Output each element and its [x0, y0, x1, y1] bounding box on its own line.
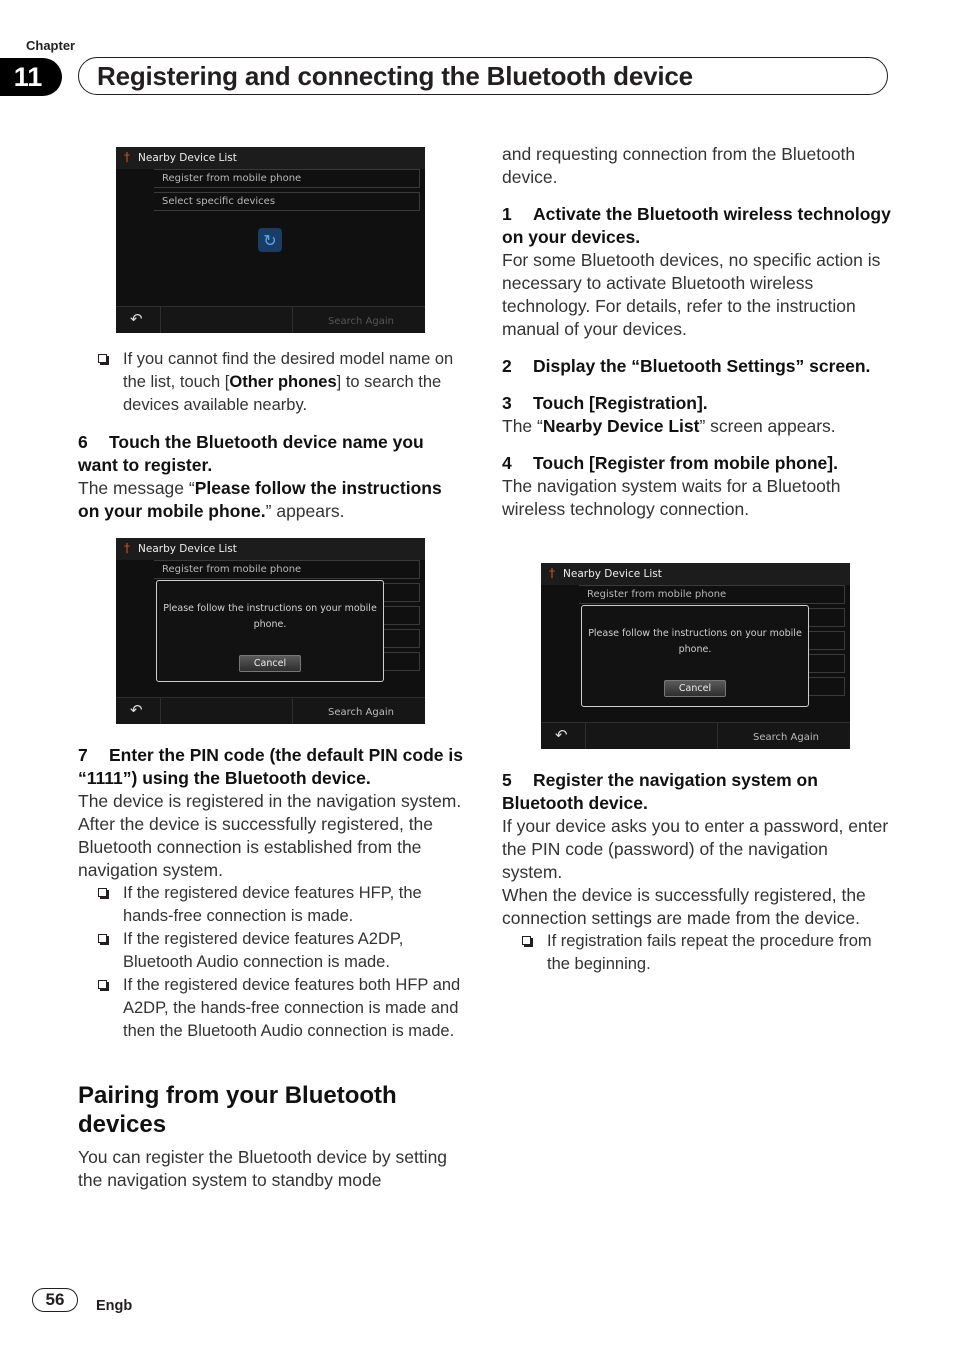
left-column-bottom [78, 744, 463, 1192]
register-from-mobile-row: Register from mobile phone [154, 560, 420, 579]
section-body: You can register the Bluetooth device by setting the navigation system to standby mode [78, 1147, 448, 1190]
search-again-button: Search Again [328, 707, 394, 718]
page-number: 56 [32, 1288, 78, 1312]
note-hfp: If the registered device features HFP, the hands-free connection is made. [78, 882, 463, 928]
dialog [156, 580, 384, 682]
note-other-phones: If you cannot find the desired model name on the list, touch [Other phones] to search the devices available nearby. [78, 348, 463, 417]
register-from-mobile-row: Register from mobile phone [579, 585, 845, 604]
step-3-body: The “Nearby Device List” screen appears. [502, 416, 836, 436]
refresh-icon: ↻ [258, 228, 282, 252]
step-5-body-2: When the device is successfully registered, the connection settings are made from the device. [502, 885, 866, 928]
dialog-message: Please follow the instructions on your mobile phone. [163, 603, 377, 630]
step-4: 4 Touch [Register from mobile phone]. [502, 453, 838, 473]
back-icon: ↶ [130, 701, 143, 719]
screen-title: Nearby Device List [563, 568, 662, 580]
note-a2dp: If the registered device features A2DP, Bluetooth Audio connection is made. [78, 928, 463, 974]
note-bullet-icon [98, 888, 107, 897]
section-heading: Pairing from your Bluetooth devices [78, 1082, 397, 1138]
step-7-body-1: The device is registered in the navigation system. [78, 791, 462, 811]
screen-title: Nearby Device List [138, 543, 237, 555]
right-column-bottom [502, 769, 892, 976]
step-7: 7 Enter the PIN code (the default PIN code is “1111”) using the Bluetooth device. [78, 745, 463, 788]
note-bullet-icon [98, 934, 107, 943]
step-6-body: The message “Please follow the instructions on your mobile phone.” appears. [78, 478, 442, 521]
search-again-button: Search Again [328, 316, 394, 327]
continued-text: and requesting connection from the Bluetooth device. [502, 144, 856, 187]
note-registration-fails: If registration fails repeat the procedure from the beginning. [502, 930, 892, 976]
search-again-button: Search Again [753, 732, 819, 743]
screenshot-follow-instructions [116, 538, 425, 724]
chapter-label: Chapter [26, 38, 76, 53]
note-bullet-icon [98, 980, 107, 989]
left-column-top [78, 348, 463, 523]
step-3: 3 Touch [Registration]. [502, 393, 708, 413]
bluetooth-icon: † [124, 150, 130, 164]
dialog-message: Please follow the instructions on your mobile phone. [588, 628, 802, 655]
cancel-button: Cancel [664, 680, 726, 697]
step-5-body-1: If your device asks you to enter a password, enter the PIN code (password) of the navigation system. [502, 816, 889, 882]
step-1-body: For some Bluetooth devices, no specific action is necessary to activate Bluetooth wireless technology. For details, refer to the instruction manual of your devices. [502, 250, 881, 339]
chapter-title-box [78, 57, 888, 95]
step-7-body-2: After the device is successfully registered, the Bluetooth connection is established from the navigation system. [78, 814, 434, 880]
bluetooth-icon: † [124, 541, 130, 555]
back-icon: ↶ [555, 726, 568, 744]
step-5: 5 Register the navigation system on Bluetooth device. [502, 770, 818, 813]
language-code: Engb [96, 1298, 133, 1314]
chapter-number: 11 [0, 58, 62, 96]
screen-title: Nearby Device List [138, 152, 237, 164]
step-4-body: The navigation system waits for a Bluetooth wireless technology connection. [502, 476, 841, 519]
page-title: Registering and connecting the Bluetooth device [97, 60, 693, 91]
note-hfp-a2dp: If the registered device features both HFP and A2DP, the hands-free connection is made and then the Bluetooth Audio connection is made. [78, 974, 463, 1043]
dialog [581, 605, 809, 707]
screenshot-follow-instructions-right [541, 563, 850, 749]
step-1: 1 Activate the Bluetooth wireless technology on your devices. [502, 204, 891, 247]
note-bullet-icon [98, 354, 107, 363]
back-icon: ↶ [130, 310, 143, 328]
select-specific-devices-row: Select specific devices [154, 192, 420, 211]
cancel-button: Cancel [239, 655, 301, 672]
register-from-mobile-row: Register from mobile phone [154, 169, 420, 188]
step-6: 6 Touch the Bluetooth device name you want to register. [78, 432, 424, 475]
right-column-top [502, 143, 892, 521]
note-bullet-icon [522, 936, 531, 945]
bluetooth-icon: † [549, 566, 555, 580]
step-2: 2 Display the “Bluetooth Settings” screen. [502, 356, 871, 376]
screenshot-nearby-device-list [116, 147, 425, 333]
